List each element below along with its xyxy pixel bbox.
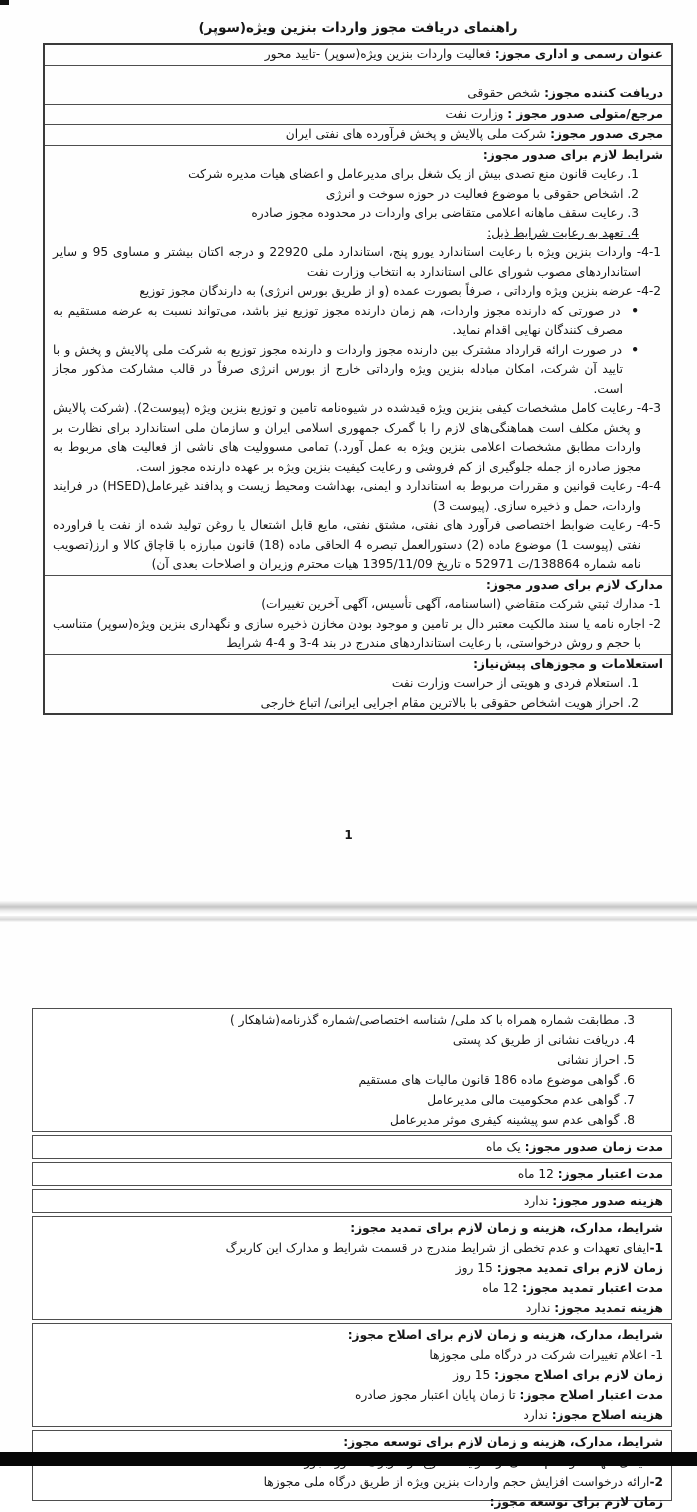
doc-line	[35, 1472, 669, 1492]
field-label: شرایط، مدارک، هزینه و زمان لازم برای اصلاح مجوز:	[347, 1328, 663, 1342]
doc-line	[47, 84, 669, 104]
field-value: ندارد	[523, 1408, 552, 1422]
field-value: ایفای تعهدات و عدم تخطی از شرایط مندرج در قسمت شرایط و مدارک این کاربرگ	[225, 1241, 650, 1255]
section-amendment-section	[32, 1323, 672, 1427]
section-issuance-conditions	[45, 145, 671, 575]
field-label: 2-	[649, 1475, 663, 1489]
bullet-icon: •	[620, 303, 639, 318]
doc-line	[47, 674, 669, 694]
doc-line	[47, 477, 669, 516]
field-value: 12 ماه	[482, 1281, 523, 1295]
doc-line	[35, 1278, 669, 1298]
doc-line	[35, 1385, 669, 1405]
field-value: یک ماه	[485, 1140, 525, 1154]
field-label: شرایط، مدارک، هزینه و زمان لازم برای توسعه مجوز:	[343, 1435, 663, 1449]
field-label: دریافت کننده مجوز:	[544, 86, 663, 100]
section-prerequisite-inquiries-continued	[32, 1008, 672, 1132]
doc-line	[35, 1405, 669, 1425]
section-issuance-cost	[32, 1189, 672, 1213]
field-value: 4-5- رعایت ضوابط اختصاصی فرآورد های نفتی، مشتق نفتی، مایع قابل اشتعال یا روغن تولید شده از نفت یا فراورده نفتی (پیوست 1) موضوع ماده (2) دستورالعمل تبصره 4 الحاقی ماده (18) قانون مبارزه با قاچاق کالا و ارز(تصویب نامه شماره 138864/ت 52971 ه تاریخ 1395/11/09 هیات محترم وزیران و اصلاحات بعدی آن)	[53, 518, 661, 571]
doc-line	[47, 45, 669, 65]
doc-line	[35, 1258, 669, 1278]
doc-line	[35, 1010, 669, 1030]
field-label: مرجع/متولی صدور مجوز :	[507, 106, 663, 121]
field-value: در صورت ارائه قرارداد مشترک بین دارنده مجوز واردات و دارنده مجوز توزیع به شرکت ملی پالایش و پخش و با تایید آن شرکت، امکان مبادله بنزین ویژه وارداتی خارج از بورس انرژی صرفاً در قالب مشارکت مذکور مجاز است.	[53, 342, 623, 396]
doc-line	[35, 1030, 669, 1050]
field-value: 7. گواهی عدم محکومیت مالی مدیرعامل	[427, 1093, 635, 1107]
doc-line	[35, 1492, 669, 1509]
section-official-title	[45, 45, 671, 65]
doc-line	[47, 615, 669, 654]
doc-line	[47, 694, 669, 714]
doc-line	[47, 146, 669, 166]
doc-line	[47, 125, 669, 145]
field-value: 8. گواهی عدم سو پیشینه کیفری موثر مدیرعامل	[389, 1113, 635, 1127]
doc-line	[35, 1070, 669, 1090]
field-value: فعالیت واردات بنزین ویژه(سوپر) -تایید محور	[264, 47, 495, 61]
doc-line	[35, 1110, 669, 1130]
field-label: هزینه صدور مجوز:	[552, 1194, 663, 1208]
page-number: 1	[344, 828, 353, 842]
field-label: مدت اعتبار تمدید مجوز:	[522, 1281, 663, 1295]
field-value: تا زمان پایان اعتبار مجوز صادره	[354, 1388, 520, 1402]
doc-line	[47, 204, 669, 224]
doc-line	[47, 655, 669, 675]
section-prerequisite-inquiries	[45, 654, 671, 714]
doc-line	[47, 282, 669, 302]
field-value: 3. مطابقت شماره همراه با کد ملی/ شناسه اختصاصی/شماره گذرنامه(شاهکار )	[229, 1013, 635, 1027]
doc-line	[35, 1137, 669, 1157]
doc-line	[47, 185, 669, 205]
doc-line	[47, 243, 669, 282]
doc-line	[47, 165, 669, 185]
field-value: 15 روز	[455, 1261, 497, 1275]
doc-line	[35, 1050, 669, 1070]
field-value: 1. رعایت قانون منع تصدی بیش از یک شغل برای مدیرعامل و اعضای هیات مدیره شرکت	[188, 167, 639, 181]
license-info-table-page-1	[43, 43, 673, 715]
section-required-documents	[45, 575, 671, 654]
field-value: 3. رعایت سقف ماهانه اعلامی متقاضی برای واردات در محدوده مجوز صادره	[251, 206, 639, 220]
field-value: ندارد	[525, 1301, 555, 1315]
field-value: 1- مدارك ثبتي شركت متقاضي (اساسنامه، آگهی تأسیس، آگهی آخرین تغییرات)	[261, 597, 661, 611]
field-label: 1-	[649, 1241, 663, 1255]
bottom-black-bar	[0, 1452, 697, 1466]
doc-line	[35, 1164, 669, 1184]
section-renewal-section	[32, 1216, 672, 1320]
license-info-table-page-2	[32, 1008, 672, 1509]
field-value: در صورتی که دارنده مجوز واردات، هم زمان دارنده مجوز توزیع نیز باشد، می‌تواند نسبت به عرضه مستقیم به مصرف کنندگان نهایی اقدام نماید.	[53, 303, 623, 337]
doc-line	[35, 1218, 669, 1238]
section-issuing-executor	[45, 124, 671, 145]
field-value: 2- اجاره نامه یا سند مالکیت معتبر دال بر تامین و موجود بودن مخازن ذخیره سازی و نگهداری بنزین ویژه(سوپر) متناسب با حجم و روش درخواستی، با رعایت استانداردهای مندرج در بند 4-3 و 4-4 شرایط	[53, 616, 661, 650]
field-value: 4-4- رعایت قوانین و مقررات مربوط به استاندارد و ایمنی، بهداشت ومحیط زیست و پدافند غیرعامل(HSED) در فرایند واردات، حمل و ذخیره سازی. (پیوست 3)	[53, 479, 661, 513]
field-value: 4. دریافت نشانی از طریق کد پستی	[452, 1033, 635, 1047]
doc-line	[47, 224, 669, 244]
field-value: 6. گواهی موضوع ماده 186 قانون مالیات های مستقیم	[358, 1073, 635, 1087]
doc-line	[47, 302, 669, 341]
field-value: ارائه درخواست افزایش حجم واردات بنزین ویژه از طریق درگاه ملی مجوزها	[263, 1475, 650, 1489]
document-title: راهنمای دریافت مجوز واردات بنزین ویژه(سوپر)	[198, 20, 518, 36]
field-value: 4-1- واردات بنزین ویژه با رعایت استاندارد یورو پنج، استاندارد ملی 22920 و درجه اکتان بیشتر و مساوی 95 و سایر استانداردهای مصوب شورای عالی استاندارد به انتخاب وزارت نفت	[53, 245, 661, 279]
field-value: 4-3- رعایت کامل مشخصات کیفی بنزین ویژه قیدشده در شیوه‌نامه تامین و توزیع بنزین ویژه (پیوست2). (شرکت پالایش و پخش مکلف است هماهنگی‌های لازم را با گمرک جمهوری اسلامی ایران و سازمان ملی استاندارد برای نظارت بر واردات مطابق مشخصات اعلامی بنزین ویژه به عمل آورد.) تمامی مسوولیت های ناشی از فعالیت های مربوط به مجوز صادره از جمله جلوگیری از کم فروشی و رعایت کیفیت بنزین ویژه بر عهده دارنده مجوز است.	[53, 401, 662, 474]
field-value: 4-2- عرضه بنزین ویژه وارداتی ، صرفاً بصورت عمده (و از طریق بورس انرژی) به دارندگان مجوز توزیع	[139, 284, 661, 298]
doc-line	[47, 595, 669, 615]
section-license-validity	[32, 1162, 672, 1186]
doc-line	[35, 1090, 669, 1110]
field-value: ندارد	[523, 1194, 553, 1208]
scan-artifact-speck	[0, 0, 9, 5]
field-label: مدت زمان صدور مجوز:	[524, 1140, 663, 1154]
page-divider-shadow	[0, 916, 697, 922]
field-label: شرایط لازم برای صدور مجوز:	[482, 147, 663, 162]
field-value: 15 روز	[453, 1368, 495, 1382]
doc-line	[35, 1365, 669, 1385]
field-label: مدارک لازم برای صدور مجوز:	[485, 577, 663, 592]
page-divider	[0, 901, 697, 925]
field-label: هزینه اصلاح مجوز:	[551, 1408, 663, 1422]
field-label: عنوان رسمی و اداری مجوز:	[494, 47, 663, 61]
doc-line	[35, 1191, 669, 1211]
doc-line	[35, 1432, 669, 1452]
field-value: 5. احراز نشانی	[557, 1053, 635, 1067]
field-label: زمان لازم برای اصلاح مجوز:	[494, 1368, 663, 1382]
doc-line	[47, 516, 669, 575]
doc-line	[35, 1298, 669, 1318]
section-issuing-authority	[45, 104, 671, 125]
doc-line	[47, 341, 669, 400]
section-issuance-duration	[32, 1135, 672, 1159]
doc-line	[35, 1325, 669, 1345]
field-value: 1. استعلام فردی و هویتی از حراست وزارت نفت	[391, 676, 639, 690]
field-label: زمان لازم برای توسعه مجوز:	[489, 1495, 663, 1509]
page-divider-shadow	[0, 901, 697, 914]
field-label: مدت اعتبار اصلاح مجوز:	[519, 1388, 663, 1402]
field-value: 1- اعلام تغییرات شرکت در درگاه ملی مجوزها	[429, 1348, 663, 1362]
field-value: شخص حقوقی	[467, 86, 545, 100]
doc-line	[35, 1345, 669, 1365]
field-value: 4. تعهد به رعایت شرایط ذیل:	[487, 225, 639, 240]
field-value: 2. اشخاص حقوقی با موضوع فعالیت در حوزه سوخت و انرژی	[325, 186, 639, 201]
field-label: مدت اعتبار مجوز:	[557, 1167, 663, 1181]
field-label: هزینه تمدید مجوز:	[554, 1301, 663, 1315]
doc-line	[47, 105, 669, 125]
bullet-icon: •	[622, 342, 639, 357]
field-value: شرکت ملی پالایش و پخش فرآورده های نفتی ایران	[285, 127, 551, 141]
field-label: استعلامات و مجوزهای پیش‌نیاز:	[473, 656, 663, 671]
doc-line	[47, 576, 669, 596]
field-label: مجری صدور مجوز:	[550, 127, 663, 141]
section-license-receiver	[45, 65, 671, 104]
field-value: وزارت نفت	[445, 106, 508, 121]
doc-line	[35, 1238, 669, 1258]
doc-line	[47, 399, 669, 477]
field-label: زمان لازم برای تمدید مجوز:	[496, 1261, 663, 1275]
field-value: 12 ماه	[517, 1167, 558, 1181]
field-label: شرایط، مدارک، هزینه و زمان لازم برای تمدید مجوز:	[350, 1221, 663, 1235]
field-value: 2. احراز هویت اشخاص حقوقی با بالاترین مقام اجرایی ایرانی/ اتباع خارجی	[260, 695, 639, 710]
